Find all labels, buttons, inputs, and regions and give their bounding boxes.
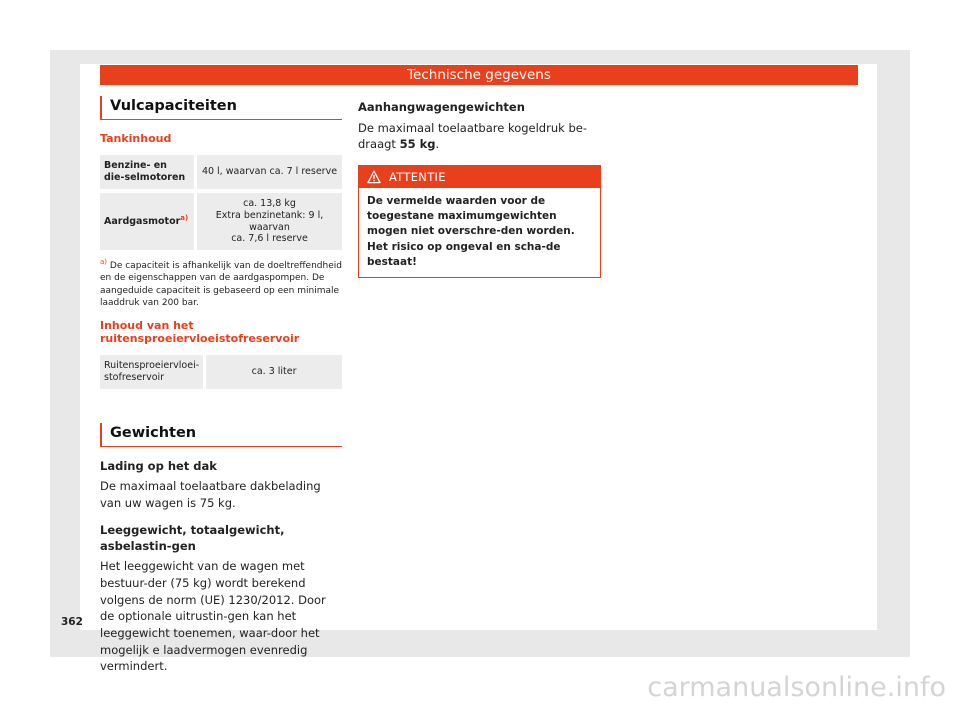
- washer-row-value: ca. 3 liter: [203, 355, 342, 389]
- warning-triangle-icon: [367, 170, 381, 184]
- tank-row-value: [194, 193, 342, 251]
- table-row: [100, 193, 342, 251]
- warning-text: De vermelde waarden voor de toegestane maximumgewichten mogen niet overschre-den worden. Het risico op ongeval en scha-de bestaat!: [367, 194, 575, 268]
- footnote-marker: a): [100, 258, 108, 267]
- watermark-text: carmanualsonline.info: [647, 672, 946, 703]
- section-title-weights: Gewichten: [100, 423, 342, 447]
- trailer-text-after: .: [435, 137, 440, 152]
- roof-load-heading: Lading op het dak: [100, 458, 217, 473]
- table-row: [100, 155, 342, 189]
- table-row: [100, 355, 342, 389]
- washer-row-label: Ruitensproeiervloei-stofreservoir: [100, 355, 203, 389]
- value-line: ca. 13,8 kg: [243, 197, 296, 209]
- left-column: [100, 96, 342, 675]
- value-line: Extra benzinetank: 9 l, waarvan: [215, 209, 324, 233]
- tank-heading: Tankinhoud: [100, 132, 172, 145]
- warning-header: [359, 166, 600, 188]
- right-column: [358, 100, 601, 278]
- tank-row-value: 40 l, waarvan ca. 7 l reserve: [194, 155, 342, 189]
- tank-row-label: Benzine- en die-selmotoren: [100, 155, 194, 189]
- roof-load-text: De maximaal toelaatbare dakbelading van uw wagen is 75 kg.: [100, 479, 321, 510]
- trailer-text-before: De maximaal toelaatbare kogeldruk be-draagt: [358, 120, 587, 152]
- tank-row-label-text: Aardgasmotor: [104, 216, 181, 228]
- warning-title: ATTENTIE: [389, 169, 446, 184]
- page-number: 362: [61, 616, 83, 628]
- footnote-text: De capaciteit is afhankelijk van de doeltreffendheid en de eigenschappen van de aardgaspompen. De aangeduide capaciteit is gebaseerd op een minimale laaddruk van 200 bar.: [100, 261, 342, 308]
- warning-box: [358, 165, 601, 278]
- footnote-ref: a): [180, 214, 189, 223]
- value-line: ca. 7,6 l reserve: [231, 233, 308, 245]
- tank-footnote: [100, 258, 342, 309]
- tank-row-label: [100, 193, 194, 251]
- section-title-capacities: Vulcapaciteiten: [100, 96, 342, 120]
- tank-table: [100, 151, 342, 254]
- trailer-heading: Aanhangwagengewichten: [358, 100, 525, 114]
- empty-weight-text: Het leeggewicht van de wagen met bestuur-der (75 kg) wordt berekend volgens de norm (UE) 1230/2012. Door de optionale uitrustin-gen kan het leeggewicht toenemen, waar-door het mogelijk e laadvermogen evenredig vermindert.: [100, 559, 326, 674]
- chapter-header: Technische gegevens: [100, 65, 858, 85]
- trailer-value: 55 kg: [399, 137, 436, 152]
- trailer-text: [358, 120, 601, 153]
- empty-weight-heading: Leeggewicht, totaalgewicht, asbelastin-gen: [100, 523, 285, 553]
- washer-heading: Inhoud van het ruitensproeiervloeistofreservoir: [100, 318, 300, 345]
- washer-table: [100, 351, 342, 393]
